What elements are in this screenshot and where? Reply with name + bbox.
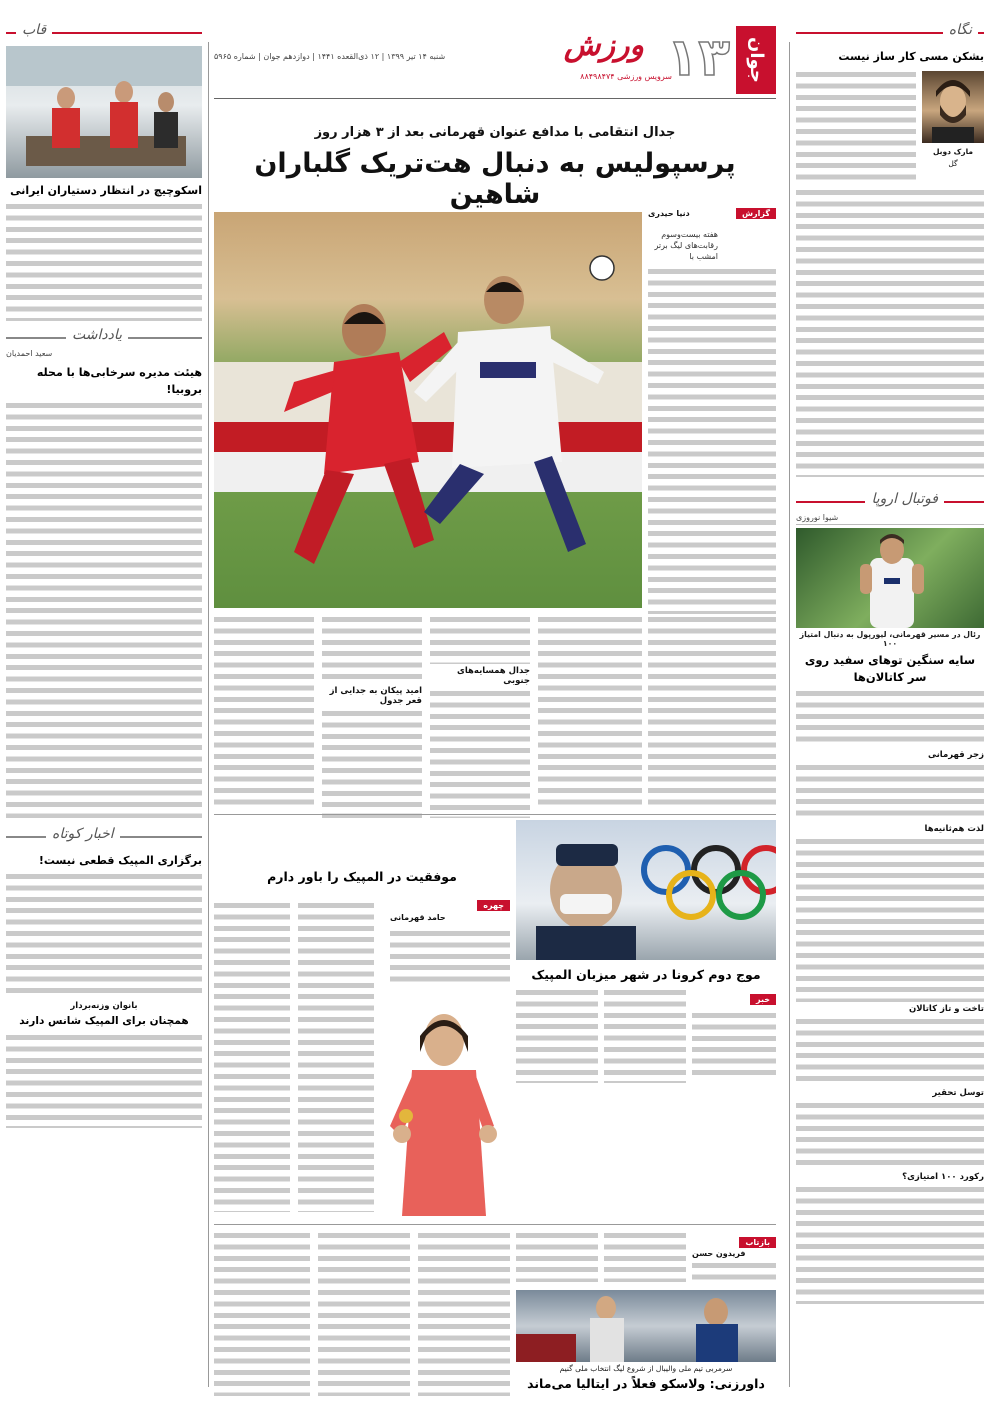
article-text — [692, 1010, 776, 1080]
report-text — [648, 266, 776, 614]
photo-text — [6, 201, 202, 321]
lead-text: هفته بیست‌وسوم رقابت‌های لیگ برتر امشب با — [654, 230, 718, 261]
report-text-block — [430, 614, 530, 810]
olympic-rings-photo — [516, 820, 776, 960]
main-kicker: جدال انتقامی با مدافع عنوان قهرمانی بعد از ۳ هزار روز — [314, 125, 676, 140]
section-header-news — [6, 826, 202, 848]
column-rule — [789, 42, 790, 1387]
opinion-author: سعید احمدیان — [6, 349, 53, 358]
right-column — [796, 22, 984, 1397]
horizontal-rule — [214, 814, 776, 815]
author-caption-2: گل — [948, 159, 958, 168]
author-caption: مارک دوبل — [932, 147, 974, 156]
article-text — [516, 1230, 598, 1282]
column-rule — [208, 42, 209, 1387]
article-text — [796, 1016, 984, 1086]
article-text — [418, 1230, 510, 1396]
report-text — [214, 614, 314, 810]
volleyball-block — [516, 1230, 776, 1396]
report-text — [538, 614, 642, 810]
report-text — [322, 614, 422, 684]
section-header-negah — [796, 22, 984, 44]
brief-headline: برگزاری المپیک قطعی نیست! — [38, 854, 202, 867]
article-headline: داورزنی: ولاسکو فعلاً در ایتالیا می‌ماند — [527, 1376, 765, 1391]
article-headline: موج دوم کرونا در شهر میزبان المپیک — [531, 967, 761, 982]
section-tag: قاب — [16, 22, 52, 38]
brief-text — [6, 1032, 202, 1128]
date-text: شنبه ۱۴ تیر ۱۳۹۹ | ۱۲ ذی‌القعده ۱۴۴۱ — [317, 52, 446, 61]
brief-headline: همچنان برای المپیک شانس دارند — [19, 1015, 189, 1027]
article-text — [604, 987, 686, 1083]
report-columns — [214, 614, 642, 810]
paper-logo: جوان — [736, 26, 776, 94]
match-photo — [214, 212, 642, 608]
interview-text — [298, 900, 374, 1212]
section-tag: فوتبال اروپا — [865, 491, 944, 507]
opinion-headline: هیئت مدیره سرخابی‌ها با محله بروبیا! — [36, 366, 202, 396]
photo-caption: رئال در مسیر قهرمانی، لیورپول به دنبال امتیاز ۱۰۰ — [799, 630, 981, 648]
player-photo — [796, 528, 984, 628]
subheading: جدال همسایه‌های جنوبی — [457, 666, 530, 686]
date-line — [214, 52, 445, 61]
subheading: رکورد ۱۰۰ امتیازی؟ — [902, 1172, 984, 1182]
article-text — [796, 1100, 984, 1170]
section-header-europe — [796, 491, 984, 513]
report-text — [648, 614, 776, 810]
article-text — [318, 1230, 410, 1396]
masthead — [214, 22, 776, 99]
report-author: دنیا حیدری — [648, 209, 690, 218]
service-label — [580, 72, 672, 81]
report-text — [322, 708, 422, 818]
report-column — [648, 208, 776, 614]
olympics-article — [516, 966, 776, 1083]
reflection-tag: بازتاب — [739, 1237, 776, 1248]
brief-kicker: بانوان وزنه‌بردار — [70, 1001, 138, 1011]
article-text — [604, 1230, 686, 1282]
section-header-opinion — [6, 327, 202, 349]
interview-headline: موفقیت در المپیک را باور دارم — [267, 869, 457, 884]
interview-text — [390, 928, 510, 988]
report-text — [430, 688, 530, 818]
volleyball-photo — [516, 1290, 776, 1362]
article-headline: سایه سنگین توهای سفید روی سر کاتالان‌ها — [804, 653, 976, 684]
section-name: ورزش — [563, 28, 644, 63]
volley-author: فریدون حسن — [692, 1249, 746, 1258]
opinion-text — [6, 400, 202, 818]
article-text — [692, 1260, 776, 1286]
service-phone: ۸۸۴۹۸۴۷۴ — [580, 72, 615, 81]
section-tag: اخبار کوتاه — [46, 826, 120, 842]
interview-block — [214, 820, 510, 1218]
article-text — [796, 1184, 984, 1304]
article-text-continued — [796, 187, 984, 477]
page-number: ۱۳ — [666, 28, 730, 88]
section-header-qab — [6, 22, 202, 44]
section-tag: یادداشت — [66, 327, 128, 343]
brief-text — [6, 871, 202, 995]
subheading: امید پیکان به جدایی از قعر جدول — [329, 686, 422, 706]
subheading: تاخت و تاز کاتالان — [908, 1004, 984, 1014]
service-label-text: سرویس ورزشی — [617, 72, 672, 81]
article-headline: بشکن مسی کار ساز نیست — [838, 50, 984, 63]
main-headline: پرسپولیس به دنبال هت‌تریک گلباران شاهین — [254, 148, 736, 210]
issue-text: | دوازدهم جوان | شماره ۵۹۶۵ — [214, 52, 315, 61]
subheading: لذت هم‌ثانیه‌ها — [924, 824, 984, 834]
newspaper-page — [6, 22, 984, 1397]
article-text — [796, 762, 984, 822]
byline: شیوا نوروزی — [796, 513, 984, 525]
article-text — [796, 69, 916, 181]
subheading: زجر قهرمانی — [928, 750, 984, 760]
article-text — [516, 987, 598, 1083]
article-text — [214, 1230, 310, 1396]
subheading: توسل تحقیر — [932, 1088, 984, 1098]
horizontal-rule — [214, 1224, 776, 1225]
interview-author: حامد قهرمانی — [390, 913, 446, 922]
center-area — [214, 22, 776, 1397]
left-column — [6, 22, 202, 1397]
coaches-photo — [6, 46, 202, 178]
author-photo — [922, 71, 984, 143]
news-tag: خبر — [750, 994, 776, 1005]
article-text — [796, 688, 984, 748]
section-tag: نگاه — [943, 22, 978, 38]
article-text — [796, 836, 984, 1002]
report-text — [430, 614, 530, 664]
photo-headline: اسکوچیچ در انتظار دستیاران ایرانی — [10, 184, 202, 197]
photo-caption: سرمربی تیم ملی والیبال از شروع لیگ انتخاب ملی گنیم — [559, 1364, 733, 1373]
interview-text — [214, 900, 290, 1212]
report-text-block — [322, 614, 422, 810]
report-tag: گزارش — [736, 208, 776, 219]
athlete-photo — [382, 1006, 502, 1216]
volleyball-text-columns — [214, 1230, 510, 1396]
profile-tag: چهره — [477, 900, 510, 911]
